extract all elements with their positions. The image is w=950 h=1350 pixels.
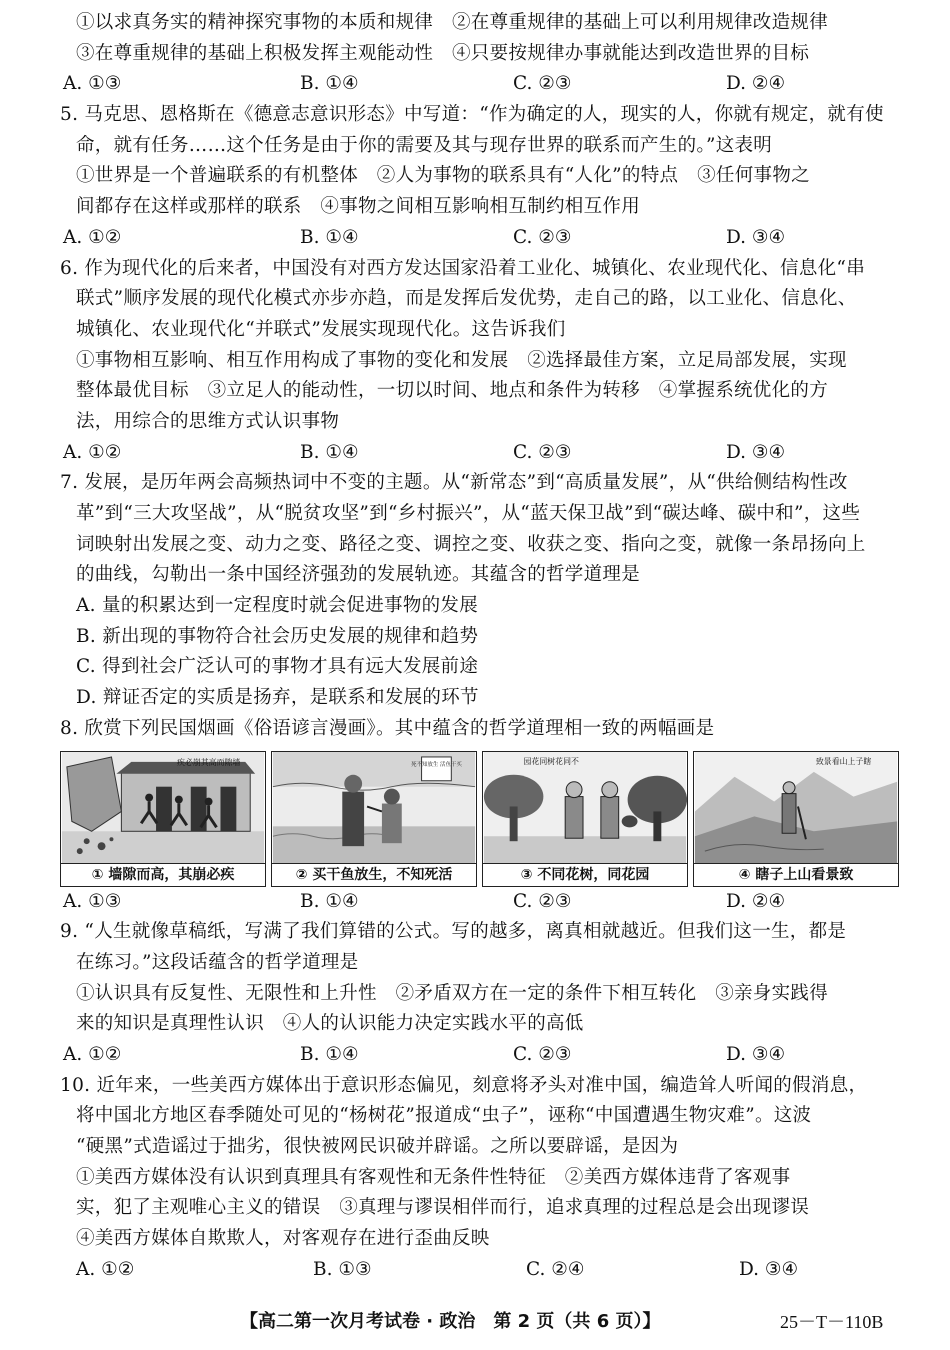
cartoon-strip [60, 751, 920, 887]
q9-options [60, 1040, 920, 1071]
option-a[interactable]: A. ①③ [63, 890, 122, 912]
garden-trees-illustration [483, 752, 687, 863]
panel-3-inscription: 园花同树花同不 [523, 756, 579, 766]
q6-statements-line: 法，用综合的思维方式认识事物 [76, 410, 340, 432]
option-c[interactable]: C. ②③ [513, 226, 572, 248]
q9-stem-line: 在练习。”这段话蕴含的哲学道理是 [76, 951, 359, 973]
option-a[interactable]: A. ①③ [63, 73, 122, 95]
q6-stem-line: 城镇化、农业现代化“并联式”发展实现现代化。这告诉我们 [76, 318, 566, 340]
panel-3-caption: ③ 不同花树，同花园 [483, 863, 687, 886]
q4-statements-line: ①以求真务实的精神探究事物的本质和规律 ②在尊重规律的基础上可以利用规律改造规律 [76, 12, 829, 33]
panel-2-caption: ② 买干鱼放生，不知死活 [272, 863, 476, 886]
footer-title: 【高二第一次月考试卷 · 政治 第 2 页（共 6 页）】 [240, 1311, 661, 1332]
cartoon-panel-4 [693, 751, 899, 887]
q4-statements-line: ③在尊重规律的基础上积极发挥主观能动性 ④只要按规律办事就能达到改造世界的目标 [76, 42, 810, 64]
cartoon-panel-3 [482, 751, 688, 887]
option-a[interactable]: A. 量的积累达到一定程度时就会促进事物的发展 [76, 595, 479, 617]
exam-page [60, 8, 920, 1285]
option-b[interactable]: B. ①④ [300, 73, 359, 95]
q6-options [60, 438, 920, 469]
q10-statements-line: ①美西方媒体没有认识到真理具有客观性和无条件性特征 ②美西方媒体违背了客观事 [76, 1166, 791, 1188]
q6-stem-line: 联式”顺序发展的现代化模式亦步亦趋，而是发挥后发优势，走自己的路，以工业化、信息化、 [76, 288, 857, 310]
option-d[interactable]: D. ②④ [726, 890, 786, 912]
option-c[interactable]: C. ②③ [513, 73, 572, 95]
q8-options [60, 887, 920, 918]
option-d[interactable]: D. ③④ [726, 226, 786, 248]
q10-stem-line: 10. 近年来，一些美西方媒体出于意识形态偏见，刻意将矛头对准中国，编造耸人听闻的假消息， [60, 1074, 868, 1096]
question-8 [60, 714, 920, 917]
fish-release-illustration [272, 752, 476, 863]
q5-stem-line: 5. 马克思、恩格斯在《德意志意识形态》中写道：“作为确定的人，现实的人，你就有规定，就有使 [60, 104, 884, 126]
question-7 [60, 468, 920, 714]
q5-options [60, 223, 920, 254]
q4-options [60, 69, 920, 100]
option-a[interactable]: A. ①② [63, 1043, 122, 1065]
page-footer [240, 1307, 920, 1337]
q5-stem-line: 命，就有任务……这个任务是由于你的需要及其与现存世界的联系而产生的。”这表明 [76, 134, 773, 156]
q7-stem-line: 的曲线，勾勒出一条中国经济强劲的发展轨迹。其蕴含的哲学道理是 [76, 564, 641, 586]
option-c[interactable]: C. 得到社会广泛认可的事物才具有远大发展前途 [76, 656, 479, 678]
q8-stem-line: 8. 欣赏下列民国烟画《俗语谚言漫画》。其中蕴含的哲学道理相一致的两幅画是 [60, 717, 715, 739]
q5-statements-line: ①世界是一个普遍联系的有机整体 ②人为事物的联系具有“人化”的特点 ③任何事物之 [76, 165, 810, 187]
option-b[interactable]: B. ①④ [300, 1043, 359, 1065]
option-c[interactable]: C. ②④ [526, 1258, 585, 1280]
q6-statements-line: 整体最优目标 ③立足人的能动性，一切以时间、地点和条件为转移 ④掌握系统优化的方 [76, 380, 829, 402]
question-4 [60, 8, 920, 100]
option-d[interactable]: D. ③④ [739, 1258, 799, 1280]
option-a[interactable]: A. ①② [63, 441, 122, 463]
cartoon-panel-1 [60, 751, 266, 887]
q9-statements-line: ①认识具有反复性、无限性和上升性 ②矛盾双方在一定的条件下相互转化 ③亲身实践得 [76, 982, 829, 1004]
option-b[interactable]: B. ①④ [300, 890, 359, 912]
q10-stem-line: 将中国北方地区春季随处可见的“杨树花”报道成“虫子”，诬称“中国遭遇生物灾难”。这波 [76, 1105, 812, 1127]
q10-statements-line: ④美西方媒体自欺欺人，对客观存在进行歪曲反映 [76, 1228, 490, 1250]
option-b[interactable]: B. ①③ [313, 1258, 372, 1280]
option-d[interactable]: D. 辩证否定的实质是扬弃，是联系和发展的环节 [76, 687, 479, 709]
q6-stem-line: 6. 作为现代化的后来者，中国没有对西方发达国家沿着工业化、城镇化、农业现代化、信息化“串 [60, 257, 865, 279]
option-a[interactable]: A. ①② [63, 226, 122, 248]
q5-statements-line: 间都存在这样或那样的联系 ④事物之间相互影响相互制约相互作用 [76, 196, 641, 218]
panel-1-inscription: 疾必崩其高而隙墙 [177, 757, 241, 767]
option-d[interactable]: D. ③④ [726, 1043, 786, 1065]
cartoon-panel-2 [271, 751, 477, 887]
panel-1-caption: ① 墙隙而高，其崩必疾 [61, 863, 265, 886]
q10-statements-line: 实，犯了主观唯心主义的错误 ③真理与谬误相伴而行，追求真理的过程总是会出现谬误 [76, 1197, 810, 1219]
q9-statements-line: 来的知识是真理性认识 ④人的认识能力决定实践水平的高低 [76, 1013, 584, 1035]
q10-stem-line: “硬黑”式造谣过于拙劣，很快被网民识破并辟谣。之所以要辟谣，是因为 [76, 1136, 679, 1157]
question-9 [60, 917, 920, 1070]
option-d[interactable]: D. ②④ [726, 73, 786, 95]
collapsing-wall-illustration [61, 752, 265, 863]
option-d[interactable]: D. ③④ [726, 441, 786, 463]
q10-options [60, 1255, 920, 1286]
option-b[interactable]: B. ①④ [300, 226, 359, 248]
panel-4-inscription: 致景看山上子瞎 [815, 756, 872, 766]
exam-code: 25－T－110B [780, 1312, 884, 1332]
panel-4-caption: ④ 瞎子上山看景致 [694, 863, 898, 886]
question-6 [60, 254, 920, 469]
question-10 [60, 1071, 920, 1286]
option-c[interactable]: C. ②③ [513, 1043, 572, 1065]
panel-2-inscription: 死不知放生 活鱼干买 [411, 761, 462, 768]
option-c[interactable]: C. ②③ [513, 441, 572, 463]
blind-man-mountain-illustration [694, 752, 898, 863]
option-a[interactable]: A. ①② [76, 1258, 135, 1280]
option-b[interactable]: B. ①④ [300, 441, 359, 463]
question-5 [60, 100, 920, 253]
q6-statements-line: ①事物相互影响、相互作用构成了事物的变化和发展 ②选择最佳方案，立足局部发展，实现 [76, 349, 847, 371]
option-c[interactable]: C. ②③ [513, 890, 572, 912]
q7-stem-line: 革”到“三大攻坚战”，从“脱贫攻坚”到“乡村振兴”，从“蓝天保卫战”到“碳达峰、碳中和”，这些 [76, 503, 861, 524]
q7-stem-line: 词映射出发展之变、动力之变、路径之变、调控之变、收获之变、指向之变，就像一条昂扬向上 [76, 533, 866, 555]
q9-stem-line: 9. “人生就像草稿纸，写满了我们算错的公式。写的越多，离真相就越近。但我们这一生，都是 [60, 921, 847, 943]
option-b[interactable]: B. 新出现的事物符合社会历史发展的规律和趋势 [76, 625, 479, 647]
q7-stem-line: 7. 发展，是历年两会高频热词中不变的主题。从“新常态”到“高质量发展”，从“供给侧结构性改 [60, 472, 848, 494]
